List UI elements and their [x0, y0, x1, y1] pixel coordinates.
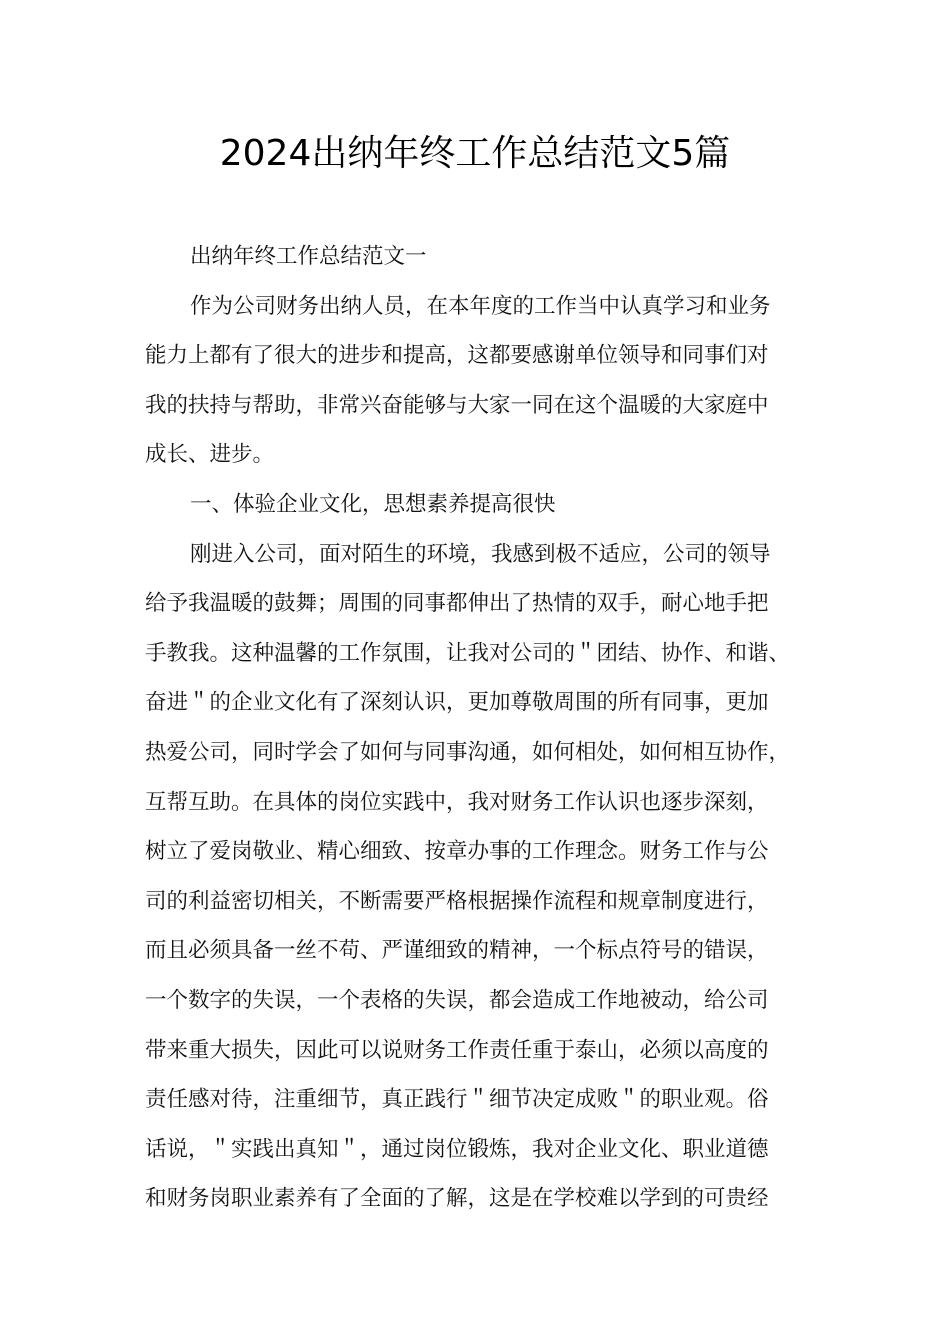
- paragraph-line: 和财务岗职业素养有了全面的了解，这是在学校难以学到的可贵经: [145, 1186, 769, 1212]
- paragraph-line: 带来重大损失，因此可以说财务工作责任重于泰山，必须以高度的: [145, 1037, 769, 1063]
- section-heading: 出纳年终工作总结范文一: [190, 244, 427, 269]
- paragraph-line: 司的利益密切相关，不断需要严格根据操作流程和规章制度进行，: [145, 888, 769, 914]
- paragraph-line: 互帮互助。在具体的岗位实践中，我对财务工作认识也逐步深刻，: [145, 789, 769, 815]
- paragraph-line: 责任感对待，注重细节，真正践行＂细节决定成败＂的职业观。俗: [145, 1087, 769, 1113]
- paragraph-line: 给予我温暖的鼓舞；周围的同事都伸出了热情的双手，耐心地手把: [145, 591, 769, 617]
- paragraph-line: 刚进入公司，面对陌生的环境，我感到极不适应，公司的领导: [190, 541, 771, 567]
- subsection-heading: 一、体验企业文化，思想素养提高很快: [190, 491, 556, 517]
- paragraph-line: 手教我。这种温馨的工作氛围，让我对公司的＂团结、协作、和谐、: [145, 640, 791, 666]
- paragraph-line: 树立了爱岗敬业、精心细致、按章办事的工作理念。财务工作与公: [145, 839, 769, 865]
- paragraph-line: 而且必须具备一丝不苟、严谨细致的精神，一个标点符号的错误，: [145, 938, 769, 964]
- paragraph-line: 作为公司财务出纳人员，在本年度的工作当中认真学习和业务: [190, 293, 771, 319]
- paragraph-line: 热爱公司，同时学会了如何与同事沟通，如何相处，如何相互协作，: [145, 739, 791, 765]
- paragraph-line: 能力上都有了很大的进步和提高，这都要感谢单位领导和同事们对: [145, 343, 769, 369]
- paragraph-line: 话说，＂实践出真知＂，通过岗位锻炼，我对企业文化、职业道德: [145, 1136, 769, 1162]
- document-title: 2024出纳年终工作总结范文5篇: [219, 133, 731, 174]
- paragraph-line: 成长、进步。: [145, 442, 275, 468]
- paragraph-line: 奋进＂的企业文化有了深刻认识，更加尊敬周围的所有同事，更加: [145, 690, 769, 716]
- document-body: [145, 232, 835, 1224]
- paragraph-line: 一个数字的失误，一个表格的失误，都会造成工作地被动，给公司: [145, 987, 769, 1013]
- paragraph-line: 我的扶持与帮助，非常兴奋能够与大家一同在这个温暖的大家庭中: [145, 392, 769, 418]
